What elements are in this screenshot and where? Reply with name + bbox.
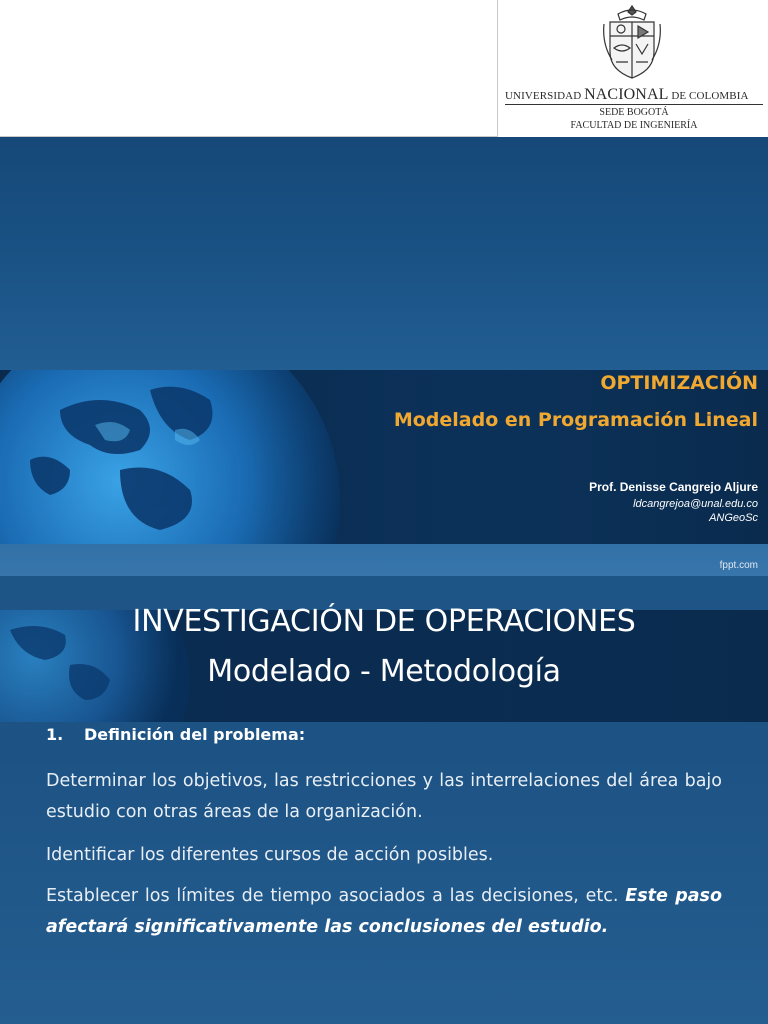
paragraph-time-limits <box>46 881 722 943</box>
university-divider <box>505 104 763 105</box>
watermark: fppt.com <box>719 560 758 571</box>
paragraph-courses: Identificar los diferentes cursos de acción posibles. <box>46 845 494 865</box>
slide-1-subtitle: Modelado en Programación Lineal <box>393 409 758 431</box>
group-label: ANGeoSc <box>709 512 758 524</box>
university-name: UNIVERSIDAD NACIONAL DE COLOMBIA <box>505 86 749 103</box>
list-item-heading <box>46 725 722 744</box>
globe-image <box>0 370 768 544</box>
list-item-number: 1. <box>46 725 64 744</box>
slide-1-title: OPTIMIZACIÓN <box>600 372 758 394</box>
paragraph-objectives: Determinar los objetivos, las restricciones y las interrelaciones del área bajo estudio con otras áreas de la organización. <box>46 771 722 822</box>
header-blank-panel <box>0 0 498 137</box>
university-crest-icon <box>600 4 664 84</box>
slide-2-subtitle: Modelado - Metodología <box>207 654 561 689</box>
globe-banner <box>0 370 768 544</box>
professor-email: ldcangrejoa@unal.edu.co <box>633 498 758 510</box>
professor-name: Prof. Denisse Cangrejo Aljure <box>589 480 758 494</box>
slide-2-title: INVESTIGACIÓN DE OPERACIONES <box>132 604 636 639</box>
faculty-label: FACULTAD DE INGENIERÍA <box>570 120 698 131</box>
campus-label: SEDE BOGOTÁ <box>599 107 669 118</box>
paragraph-time-limits-plain: Establecer los límites de tiempo asociados a las decisiones, etc. <box>46 886 626 906</box>
paragraph-time-limits-emphasis: Este paso afectará significativamente las conclusiones del estudio. <box>46 886 722 937</box>
list-item-heading-text: Definición del problema: <box>84 725 306 744</box>
